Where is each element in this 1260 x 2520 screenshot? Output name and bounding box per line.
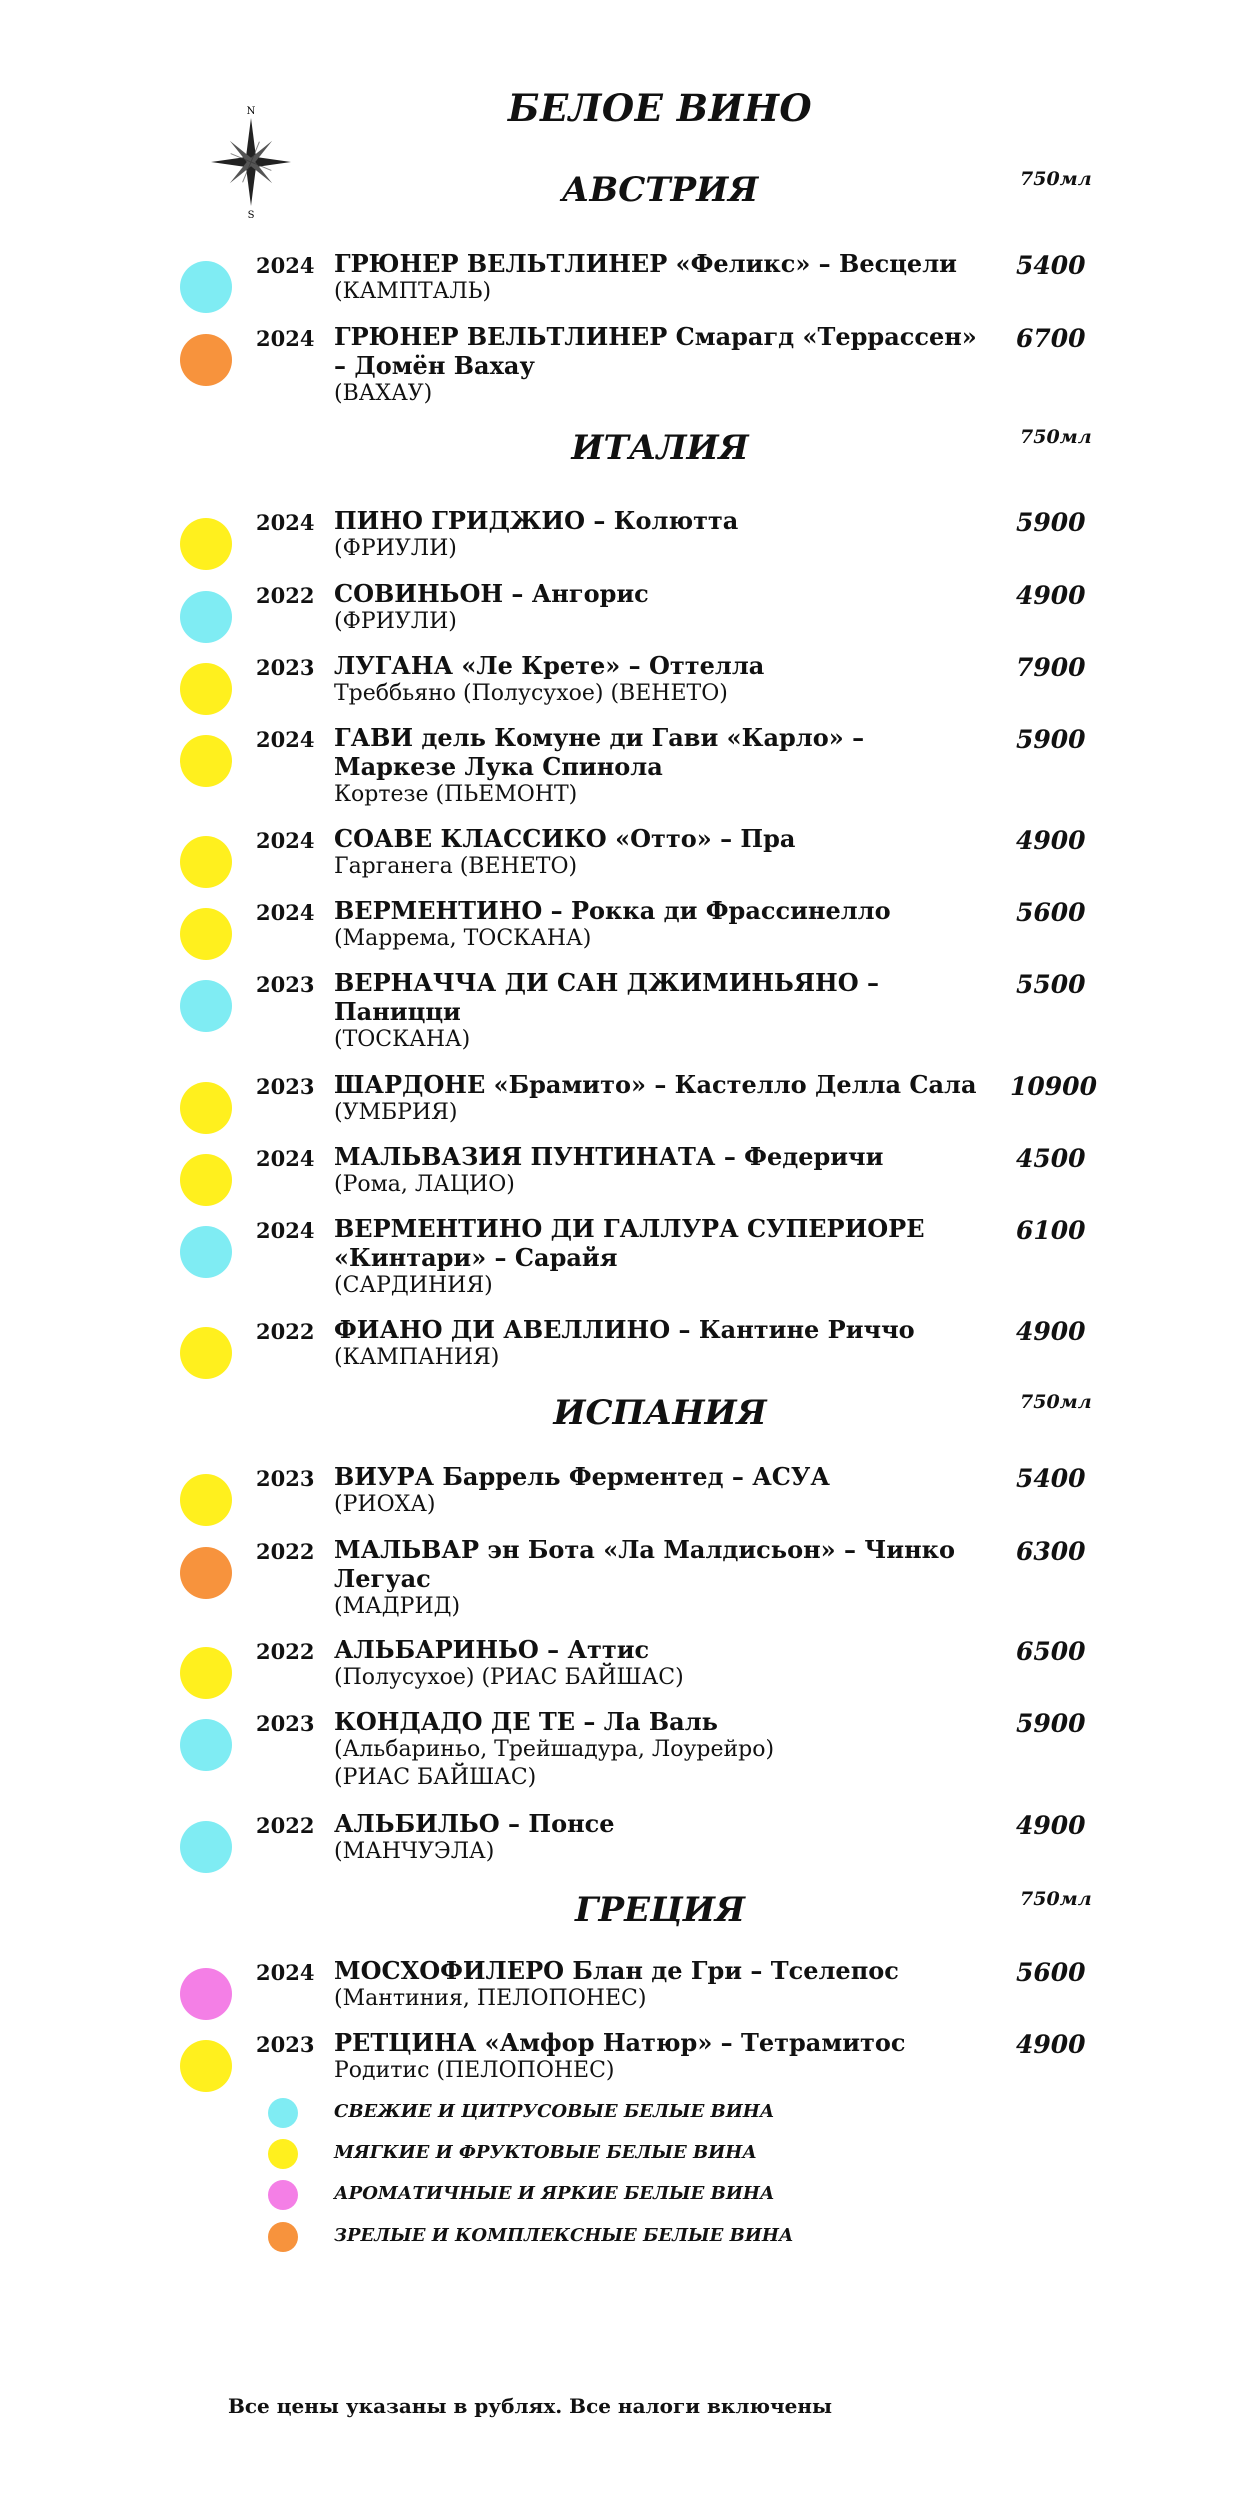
wine-name: АЛЬБАРИНЬО – Аттис xyxy=(334,1635,650,1664)
compass-north-label: N xyxy=(246,106,256,117)
legend-label: ЗРЕЛЫЕ И КОМПЛЕКСНЫЕ БЕЛЫЕ ВИНА xyxy=(334,2225,794,2246)
wine-region: (РИАС БАЙШАС) xyxy=(334,1765,537,1790)
vintage-year: 2024 xyxy=(256,900,315,925)
wine-price: 5600 xyxy=(1016,1958,1086,1987)
wine-details xyxy=(334,1214,994,1300)
wine-name: ЛУГАНА «Ле Крете» – Оттелла xyxy=(334,651,765,680)
wine-price: 6100 xyxy=(1016,1216,1086,1245)
wine-price: 5400 xyxy=(1016,1464,1086,1493)
wine-region: Гарганега (ВЕНЕТО) xyxy=(334,854,578,879)
wine-region: Треббьяно (Полусухое) (ВЕНЕТО) xyxy=(334,681,728,706)
wine-region: (МАДРИД) xyxy=(334,1594,461,1619)
legend-dot-icon xyxy=(268,2222,298,2252)
style-dot-icon xyxy=(180,735,232,787)
wine-region: (САРДИНИЯ) xyxy=(334,1273,493,1298)
style-dot-icon xyxy=(180,591,232,643)
style-dot-icon xyxy=(180,1226,232,1278)
style-dot-icon xyxy=(180,908,232,960)
volume-label: 750мл xyxy=(1020,1391,1092,1413)
style-dot-icon xyxy=(180,1968,232,2020)
style-dot-icon xyxy=(180,980,232,1032)
wine-details xyxy=(334,1809,994,1866)
vintage-year: 2022 xyxy=(256,1639,315,1664)
wine-name: ГАВИ дель Комуне ди Гави «Карло» – Маркезе Лука Спинола xyxy=(334,723,865,781)
wine-region: (Рома, ЛАЦИО) xyxy=(334,1172,515,1197)
legend-item xyxy=(268,2096,968,2130)
wine-region: (ФРИУЛИ) xyxy=(334,536,457,561)
compass-south-label: S xyxy=(247,210,255,220)
style-dot-icon xyxy=(180,1647,232,1699)
vintage-year: 2024 xyxy=(256,1146,315,1171)
wine-price: 4900 xyxy=(1016,826,1086,855)
vintage-year: 2023 xyxy=(256,1466,315,1491)
style-dot-icon xyxy=(180,1821,232,1873)
vintage-year: 2024 xyxy=(256,1218,315,1243)
wine-details xyxy=(334,1635,994,1692)
wine-details xyxy=(334,1142,994,1199)
wine-details xyxy=(334,896,994,953)
style-dot-icon xyxy=(180,2040,232,2092)
wine-details xyxy=(334,1707,994,1792)
wine-region: (Маррема, ТОСКАНА) xyxy=(334,926,592,951)
wine-details xyxy=(334,723,994,809)
vintage-year: 2023 xyxy=(256,655,315,680)
wine-details xyxy=(334,968,994,1054)
legend-dot-icon xyxy=(268,2139,298,2169)
wine-details xyxy=(334,506,994,563)
wine-name: ШАРДОНЕ «Брамито» – Кастелло Делла Сала xyxy=(334,1070,977,1099)
style-dot-icon xyxy=(180,261,232,313)
vintage-year: 2024 xyxy=(256,828,315,853)
wine-name: СОАВЕ КЛАССИКО «Отто» – Пра xyxy=(334,824,796,853)
vintage-year: 2022 xyxy=(256,1319,315,1344)
wine-region: (ФРИУЛИ) xyxy=(334,609,457,634)
wine-details xyxy=(334,1535,994,1621)
wine-details xyxy=(334,1956,994,2013)
wine-name: ФИАНО ДИ АВЕЛЛИНО – Кантине Риччо xyxy=(334,1315,915,1344)
wine-region: (Альбариньо, Трейшадура, Лоурейро) xyxy=(334,1737,775,1762)
wine-name: МОСХОФИЛЕРО Блан де Гри – Тселепос xyxy=(334,1956,899,1985)
wine-details xyxy=(334,249,994,306)
style-dot-icon xyxy=(180,1327,232,1379)
wine-name: ПИНО ГРИДЖИО – Колютта xyxy=(334,506,739,535)
vintage-year: 2024 xyxy=(256,1960,315,1985)
wine-details xyxy=(334,1070,994,1127)
vintage-year: 2023 xyxy=(256,1074,315,1099)
wine-name: АЛЬБИЛЬО – Понсе xyxy=(334,1809,615,1838)
volume-label: 750мл xyxy=(1020,168,1092,190)
wine-price: 6700 xyxy=(1016,324,1086,353)
style-dot-icon xyxy=(180,334,232,386)
wine-region: Родитис (ПЕЛОПОНЕС) xyxy=(334,2058,615,2083)
legend-label: СВЕЖИЕ И ЦИТРУСОВЫЕ БЕЛЫЕ ВИНА xyxy=(334,2101,775,2122)
wine-price: 6300 xyxy=(1016,1537,1086,1566)
vintage-year: 2023 xyxy=(256,2032,315,2057)
wine-name: СОВИНЬОН – Ангорис xyxy=(334,579,649,608)
wine-region: (Мантиния, ПЕЛОПОНЕС) xyxy=(334,1986,647,2011)
section-title: ИТАЛИЯ xyxy=(571,428,749,468)
wine-name: МАЛЬВАЗИЯ ПУНТИНАТА – Федеричи xyxy=(334,1142,884,1171)
section-title: ГРЕЦИЯ xyxy=(575,1890,745,1930)
legend-item xyxy=(268,2220,968,2254)
style-dot-icon xyxy=(180,836,232,888)
wine-region: (ВАХАУ) xyxy=(334,381,433,406)
wine-price: 7900 xyxy=(1016,653,1086,682)
wine-region: (КАМПТАЛЬ) xyxy=(334,279,492,304)
wine-price: 5400 xyxy=(1016,251,1086,280)
wine-name: МАЛЬВАР эн Бота «Ла Малдисьон» – Чинко Легуас xyxy=(334,1535,955,1593)
wine-region: (МАНЧУЭЛА) xyxy=(334,1839,495,1864)
style-dot-icon xyxy=(180,1154,232,1206)
legend-dot-icon xyxy=(268,2098,298,2128)
volume-label: 750мл xyxy=(1020,1888,1092,1910)
style-dot-icon xyxy=(180,663,232,715)
wine-details xyxy=(334,651,994,708)
legend-label: МЯГКИЕ И ФРУКТОВЫЕ БЕЛЫЕ ВИНА xyxy=(334,2142,757,2163)
vintage-year: 2024 xyxy=(256,253,315,278)
wine-name: ВЕРНАЧЧА ДИ САН ДЖИМИНЬЯНО – Паницци xyxy=(334,968,879,1026)
vintage-year: 2024 xyxy=(256,727,315,752)
section-title: ИСПАНИЯ xyxy=(553,1393,767,1433)
wine-details xyxy=(334,1462,994,1519)
vintage-year: 2024 xyxy=(256,510,315,535)
wine-details xyxy=(334,579,994,636)
wine-name: ГРЮНЕР ВЕЛЬТЛИНЕР «Феликс» – Весцели xyxy=(334,249,957,278)
wine-price: 4900 xyxy=(1016,1317,1086,1346)
wine-region: (УМБРИЯ) xyxy=(334,1100,458,1125)
wine-region: (ТОСКАНА) xyxy=(334,1027,471,1052)
wine-price: 10900 xyxy=(1010,1072,1097,1101)
style-dot-icon xyxy=(180,1719,232,1771)
vintage-year: 2024 xyxy=(256,326,315,351)
wine-name: КОНДАДО ДЕ ТЕ – Ла Валь xyxy=(334,1707,718,1736)
wine-price: 4900 xyxy=(1016,1811,1086,1840)
style-dot-icon xyxy=(180,1474,232,1526)
wine-details xyxy=(334,1315,994,1372)
wine-price: 4900 xyxy=(1016,2030,1086,2059)
wine-details xyxy=(334,824,994,881)
wine-details xyxy=(334,322,994,408)
wine-price: 5900 xyxy=(1016,725,1086,754)
wine-price: 5900 xyxy=(1016,508,1086,537)
price-note: Все цены указаны в рублях. Все налоги включены xyxy=(227,2394,833,2418)
wine-price: 5900 xyxy=(1016,1709,1086,1738)
wine-region: (Полусухое) (РИАС БАЙШАС) xyxy=(334,1665,684,1690)
section-title: АВСТРИЯ xyxy=(561,170,759,210)
legend-dot-icon xyxy=(268,2180,298,2210)
wine-price: 5500 xyxy=(1016,970,1086,999)
legend-label: АРОМАТИЧНЫЕ И ЯРКИЕ БЕЛЫЕ ВИНА xyxy=(334,2183,775,2204)
wine-price: 4900 xyxy=(1016,581,1086,610)
wine-region: (РИОХА) xyxy=(334,1492,436,1517)
wine-name: ВИУРА Баррель Ферментед – АСУА xyxy=(334,1462,830,1491)
wine-name: ВЕРМЕНТИНО – Рокка ди Фрассинелло xyxy=(334,896,891,925)
legend-item xyxy=(268,2178,968,2212)
wine-region: Кортезе (ПЬЕМОНТ) xyxy=(334,782,578,807)
style-dot-icon xyxy=(180,1082,232,1134)
vintage-year: 2023 xyxy=(256,972,315,997)
wine-details xyxy=(334,2028,994,2085)
vintage-year: 2023 xyxy=(256,1711,315,1736)
legend-item xyxy=(268,2137,968,2171)
vintage-year: 2022 xyxy=(256,583,315,608)
vintage-year: 2022 xyxy=(256,1539,315,1564)
wine-name: ГРЮНЕР ВЕЛЬТЛИНЕР Смарагд «Террассен» – Домён Вахау xyxy=(334,322,977,380)
volume-label: 750мл xyxy=(1020,426,1092,448)
style-dot-icon xyxy=(180,1547,232,1599)
wine-region: (КАМПАНИЯ) xyxy=(334,1345,500,1370)
wine-price: 5600 xyxy=(1016,898,1086,927)
style-dot-icon xyxy=(180,518,232,570)
vintage-year: 2022 xyxy=(256,1813,315,1838)
wine-price: 4500 xyxy=(1016,1144,1086,1173)
page-title: БЕЛОЕ ВИНО xyxy=(507,86,813,130)
wine-name: ВЕРМЕНТИНО ДИ ГАЛЛУРА СУПЕРИОРЕ «Кинтари» – Сарайя xyxy=(334,1214,925,1272)
wine-name: РЕТЦИНА «Амфор Натюр» – Тетрамитос xyxy=(334,2028,906,2057)
wine-price: 6500 xyxy=(1016,1637,1086,1666)
